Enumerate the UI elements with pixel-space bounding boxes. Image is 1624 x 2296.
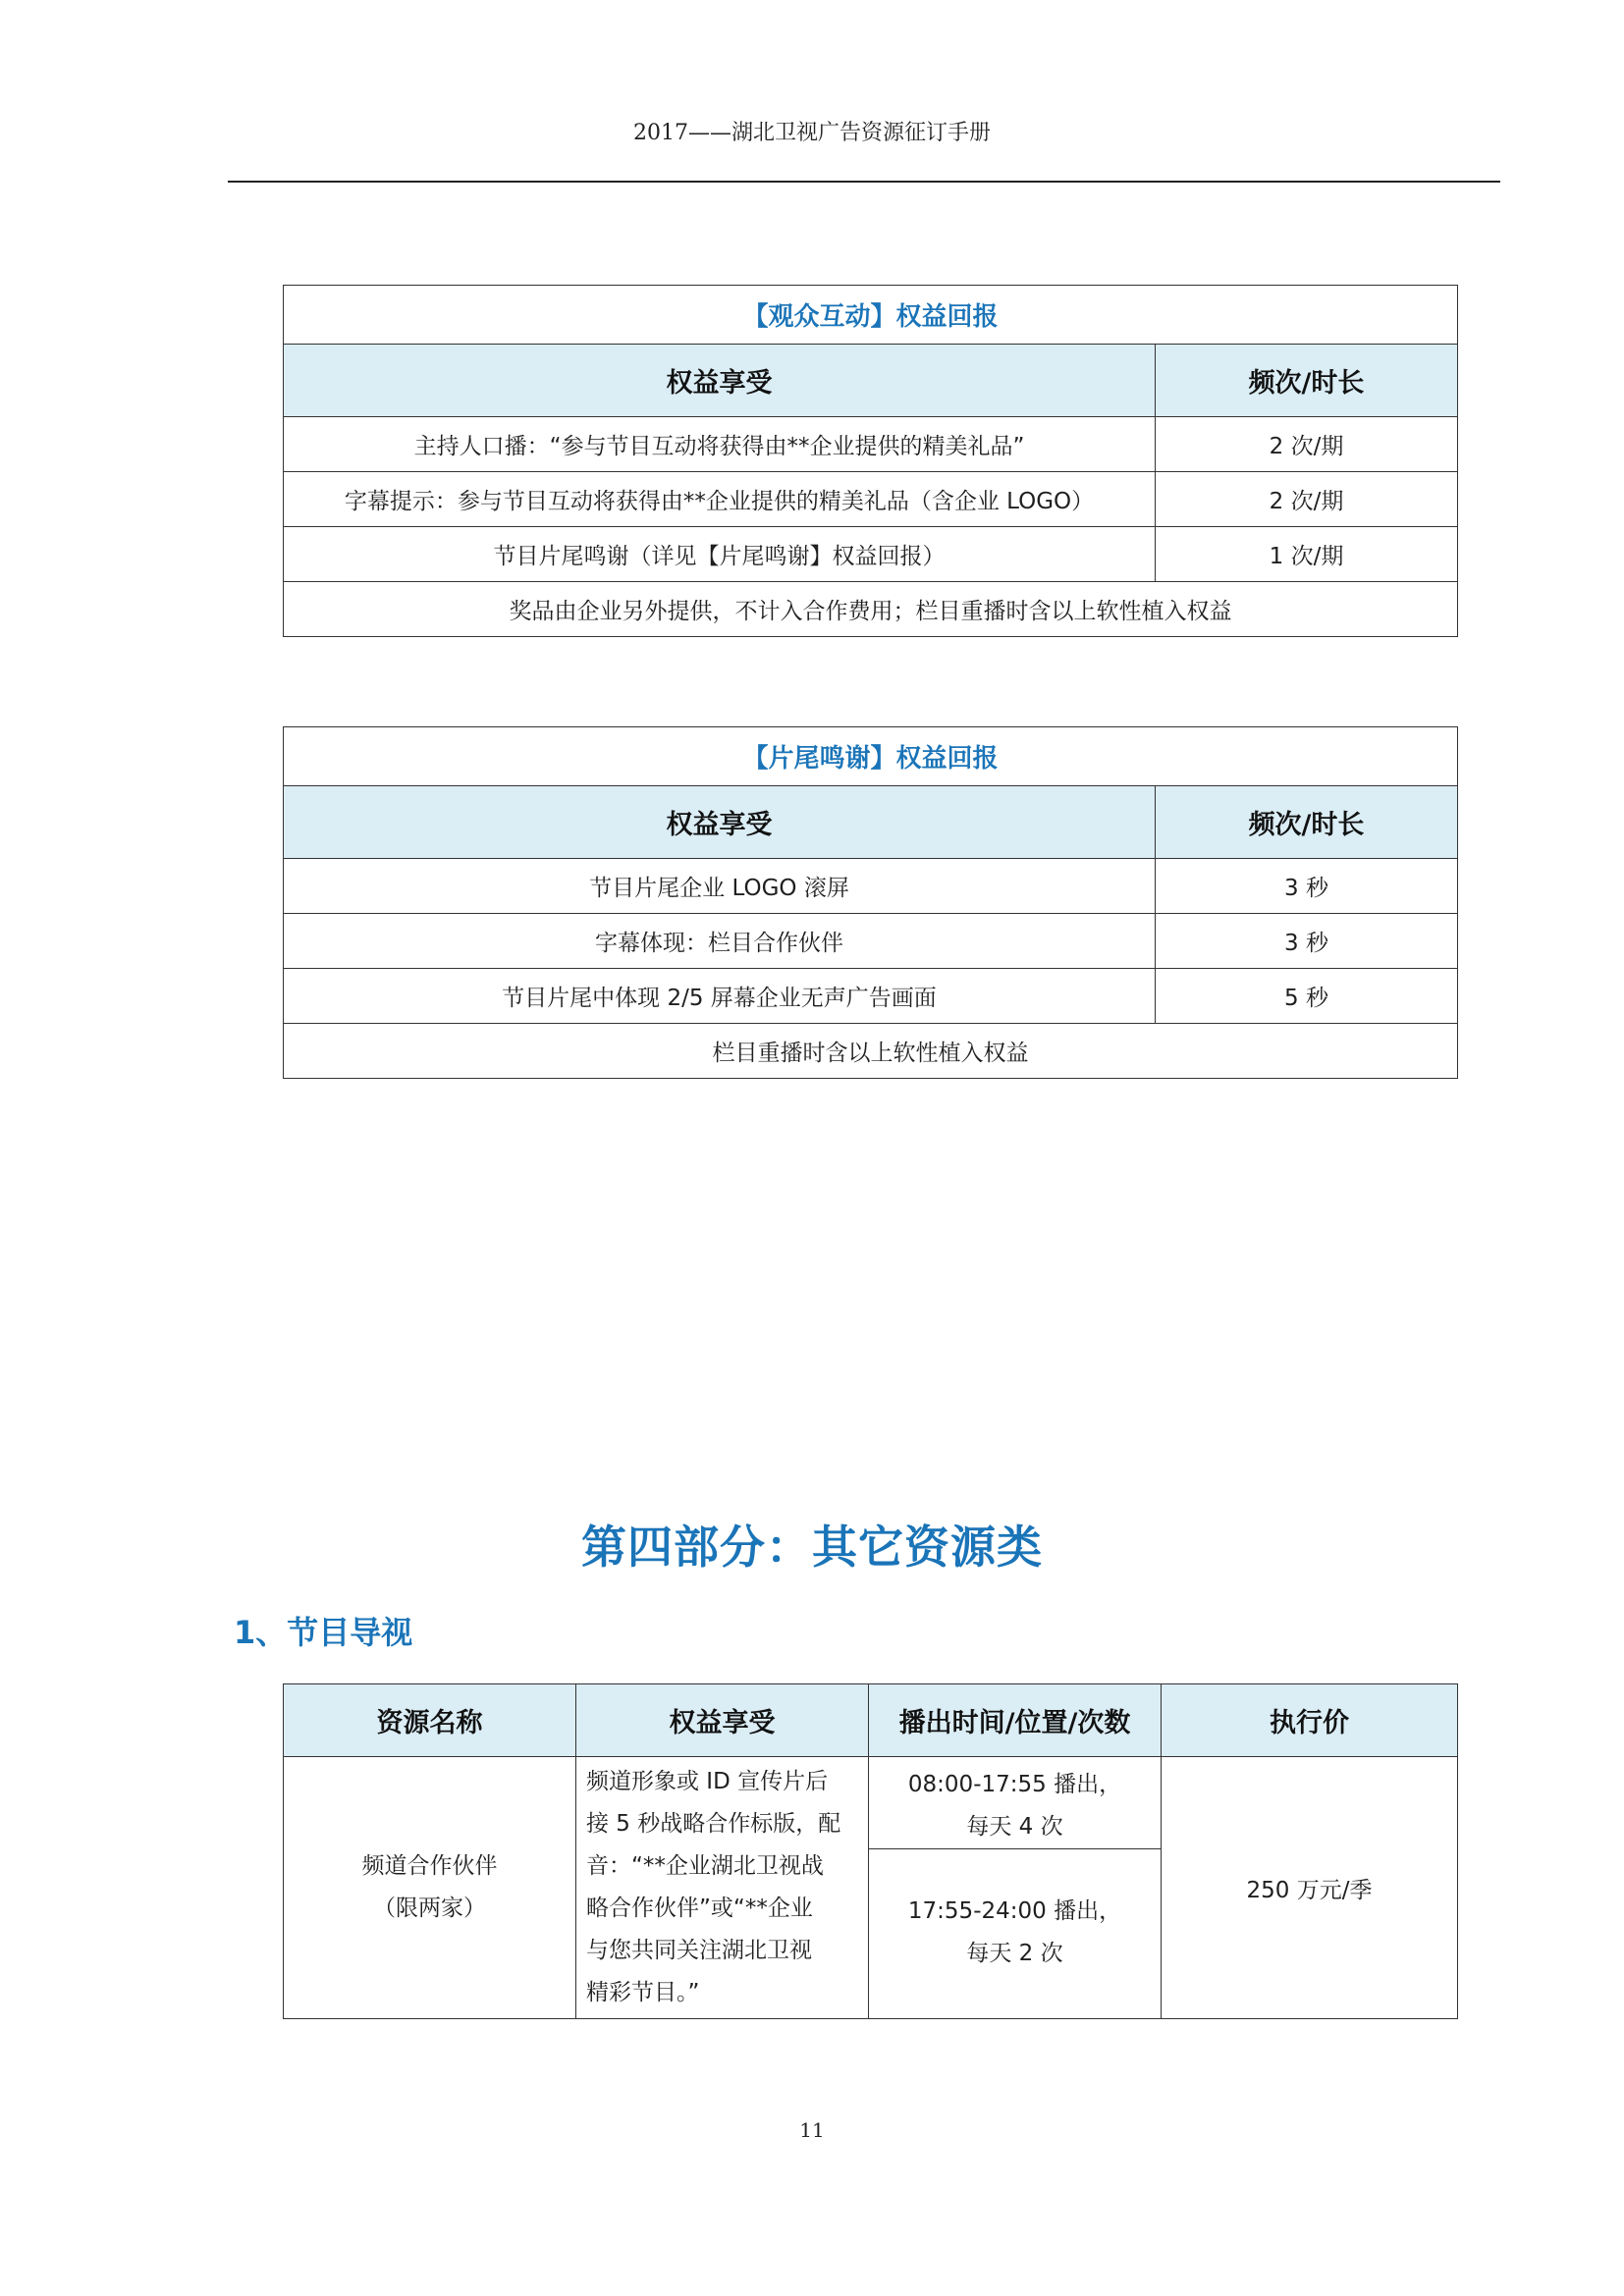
header-divider: [228, 181, 1500, 183]
benefit-cell: 节目片尾鸣谢（详见【片尾鸣谢】权益回报）: [284, 527, 1156, 582]
document-header-title: 2017——湖北卫视广告资源征订手册: [633, 121, 991, 145]
duration-cell: 3 秒: [1156, 859, 1458, 914]
table-title: 【观众互动】权益回报: [284, 286, 1458, 345]
table-title: 【片尾鸣谢】权益回报: [284, 727, 1458, 786]
column-header: 播出时间/位置/次数: [869, 1684, 1162, 1757]
frequency-cell: 2 次/期: [1156, 417, 1458, 472]
duration-cell: 3 秒: [1156, 914, 1458, 969]
benefit-cell: 主持人口播：“参与节目互动将获得由**企业提供的精美礼品”: [284, 417, 1156, 472]
section-heading: 第四部分：其它资源类: [581, 1521, 1043, 1574]
table-row: [284, 859, 1458, 914]
table-row: [284, 914, 1458, 969]
duration-cell: 5 秒: [1156, 969, 1458, 1024]
benefit-cell: 节目片尾企业 LOGO 滚屏: [284, 859, 1156, 914]
program-guide-table: [283, 1683, 1458, 2019]
benefit-cell: 字幕提示：参与节目互动将获得由**企业提供的精美礼品（含企业 LOGO）: [284, 472, 1156, 527]
column-header: 权益享受: [284, 345, 1156, 417]
end-credits-table: [283, 726, 1458, 1079]
schedule-daytime: [869, 1760, 1161, 1849]
benefit-cell: 节目片尾中体现 2/5 屏幕企业无声广告画面: [284, 969, 1156, 1024]
table-row: [284, 417, 1458, 472]
frequency-cell: 1 次/期: [1156, 527, 1458, 582]
table-row: [284, 527, 1458, 582]
column-header: 执行价: [1162, 1684, 1458, 1757]
resource-limit: （限两家）: [373, 1896, 486, 1921]
section-subheading: 1、节目导视: [234, 1614, 413, 1651]
table-row: [284, 472, 1458, 527]
resource-name: 频道合作伙伴: [361, 1853, 498, 1879]
table-row: [284, 969, 1458, 1024]
benefit-cell: 字幕体现：栏目合作伙伴: [284, 914, 1156, 969]
column-header: 资源名称: [284, 1684, 576, 1757]
frequency-cell: 2 次/期: [1156, 472, 1458, 527]
benefit-line: 频道形象或 ID 宣传片后: [586, 1769, 829, 1794]
audience-interaction-table: [283, 285, 1458, 637]
schedule-count: 每天 2 次: [966, 1940, 1063, 1966]
page-number: 11: [799, 2118, 825, 2142]
benefit-line: 精彩节目。”: [586, 1980, 700, 2005]
schedule-cell: [869, 1757, 1162, 2019]
column-header: 频次/时长: [1156, 345, 1458, 417]
resource-name-cell: [284, 1757, 576, 2019]
schedule-time: 08:00-17:55 播出，: [907, 1771, 1122, 1797]
column-header: 权益享受: [576, 1684, 869, 1757]
price-cell: 250 万元/季: [1162, 1757, 1458, 2019]
column-header: 频次/时长: [1156, 786, 1458, 859]
benefit-line: 接 5 秒战略合作标版，配: [586, 1811, 841, 1837]
column-header: 权益享受: [284, 786, 1156, 859]
table-row: [284, 1757, 1458, 2019]
table-footer-note: 奖品由企业另外提供，不计入合作费用；栏目重播时含以上软性植入权益: [284, 582, 1458, 637]
benefit-line: 与您共同关注湖北卫视: [586, 1938, 812, 1963]
table-footer-note: 栏目重播时含以上软性植入权益: [284, 1024, 1458, 1079]
benefit-line: 略合作伙伴”或“**企业: [586, 1896, 813, 1921]
schedule-evening: [869, 1849, 1161, 2016]
benefit-cell: [576, 1757, 869, 2019]
schedule-time: 17:55-24:00 播出，: [907, 1897, 1122, 1924]
schedule-count: 每天 4 次: [966, 1813, 1063, 1840]
benefit-line: 音：“**企业湖北卫视战: [586, 1853, 824, 1879]
